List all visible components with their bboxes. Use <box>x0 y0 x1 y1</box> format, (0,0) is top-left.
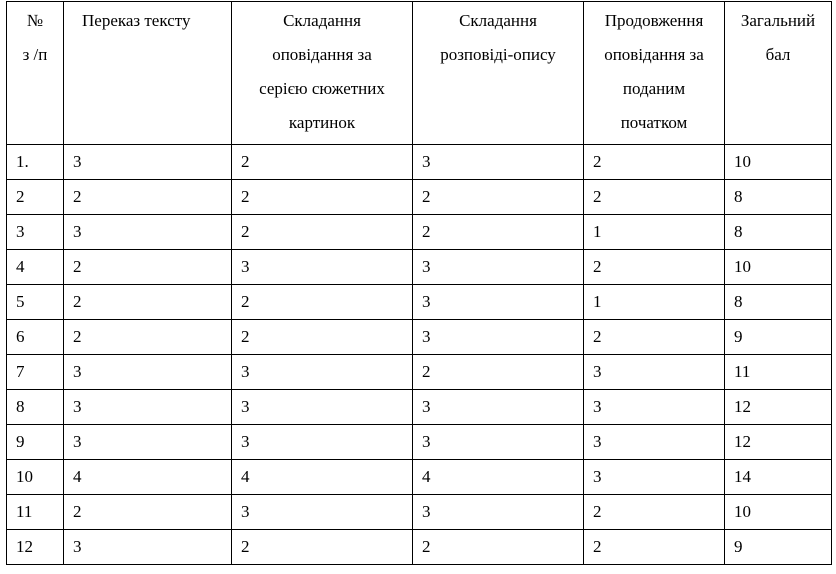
cell-retelling: 2 <box>64 180 232 215</box>
cell-number: 2 <box>7 180 64 215</box>
header-total-score: Загальний бал <box>725 2 832 145</box>
table-row <box>7 495 832 530</box>
cell-number: 11 <box>7 495 64 530</box>
cell-description: 2 <box>413 355 584 390</box>
cell-retelling: 3 <box>64 530 232 565</box>
cell-continuation: 3 <box>584 355 725 390</box>
cell-number: 8 <box>7 390 64 425</box>
cell-description: 3 <box>413 250 584 285</box>
results-table <box>6 1 832 565</box>
cell-continuation: 3 <box>584 460 725 495</box>
cell-description: 2 <box>413 180 584 215</box>
cell-total: 12 <box>725 425 832 460</box>
cell-continuation: 2 <box>584 495 725 530</box>
cell-total: 11 <box>725 355 832 390</box>
cell-retelling: 2 <box>64 495 232 530</box>
cell-continuation: 2 <box>584 530 725 565</box>
cell-description: 2 <box>413 530 584 565</box>
cell-total: 10 <box>725 250 832 285</box>
cell-continuation: 2 <box>584 320 725 355</box>
cell-retelling: 3 <box>64 145 232 180</box>
table-row <box>7 530 832 565</box>
cell-retelling: 3 <box>64 355 232 390</box>
cell-number: 5 <box>7 285 64 320</box>
header-story-continuation: Продовження оповідання за поданим початком <box>584 2 725 145</box>
cell-retelling: 2 <box>64 285 232 320</box>
cell-total: 8 <box>725 215 832 250</box>
header-row <box>7 2 832 145</box>
header-text-retelling: Переказ тексту <box>64 2 232 145</box>
table-row <box>7 215 832 250</box>
table-row <box>7 180 832 215</box>
cell-story-series: 2 <box>232 215 413 250</box>
cell-description: 3 <box>413 495 584 530</box>
cell-continuation: 1 <box>584 215 725 250</box>
table-row <box>7 425 832 460</box>
cell-continuation: 3 <box>584 425 725 460</box>
cell-continuation: 1 <box>584 285 725 320</box>
cell-continuation: 3 <box>584 390 725 425</box>
table-row <box>7 285 832 320</box>
cell-retelling: 2 <box>64 250 232 285</box>
cell-number: 10 <box>7 460 64 495</box>
cell-number: 1. <box>7 145 64 180</box>
cell-story-series: 2 <box>232 530 413 565</box>
cell-description: 3 <box>413 390 584 425</box>
table-row <box>7 390 832 425</box>
cell-story-series: 2 <box>232 145 413 180</box>
cell-continuation: 2 <box>584 180 725 215</box>
cell-retelling: 3 <box>64 215 232 250</box>
cell-story-series: 2 <box>232 180 413 215</box>
cell-total: 8 <box>725 180 832 215</box>
cell-retelling: 2 <box>64 320 232 355</box>
table-row <box>7 460 832 495</box>
table-row <box>7 320 832 355</box>
cell-story-series: 3 <box>232 390 413 425</box>
cell-total: 14 <box>725 460 832 495</box>
header-story-from-pictures: Складання оповідання за серією сюжетних картинок <box>232 2 413 145</box>
cell-number: 7 <box>7 355 64 390</box>
cell-description: 2 <box>413 215 584 250</box>
cell-story-series: 3 <box>232 355 413 390</box>
table-body <box>7 145 832 565</box>
cell-total: 10 <box>725 145 832 180</box>
cell-total: 8 <box>725 285 832 320</box>
cell-total: 9 <box>725 530 832 565</box>
cell-number: 6 <box>7 320 64 355</box>
cell-number: 12 <box>7 530 64 565</box>
cell-story-series: 3 <box>232 495 413 530</box>
cell-story-series: 4 <box>232 460 413 495</box>
cell-total: 12 <box>725 390 832 425</box>
cell-description: 4 <box>413 460 584 495</box>
cell-continuation: 2 <box>584 145 725 180</box>
cell-description: 3 <box>413 285 584 320</box>
table-row <box>7 145 832 180</box>
cell-story-series: 2 <box>232 320 413 355</box>
cell-description: 3 <box>413 145 584 180</box>
cell-description: 3 <box>413 425 584 460</box>
header-number: № з /п <box>7 2 64 145</box>
header-description-story: Складання розповіді-опису <box>413 2 584 145</box>
cell-number: 4 <box>7 250 64 285</box>
cell-total: 10 <box>725 495 832 530</box>
table-header <box>7 2 832 145</box>
table-row <box>7 250 832 285</box>
cell-retelling: 4 <box>64 460 232 495</box>
cell-retelling: 3 <box>64 390 232 425</box>
cell-story-series: 3 <box>232 250 413 285</box>
cell-total: 9 <box>725 320 832 355</box>
cell-continuation: 2 <box>584 250 725 285</box>
cell-number: 3 <box>7 215 64 250</box>
cell-story-series: 3 <box>232 425 413 460</box>
table-row <box>7 355 832 390</box>
cell-story-series: 2 <box>232 285 413 320</box>
cell-description: 3 <box>413 320 584 355</box>
cell-number: 9 <box>7 425 64 460</box>
cell-retelling: 3 <box>64 425 232 460</box>
